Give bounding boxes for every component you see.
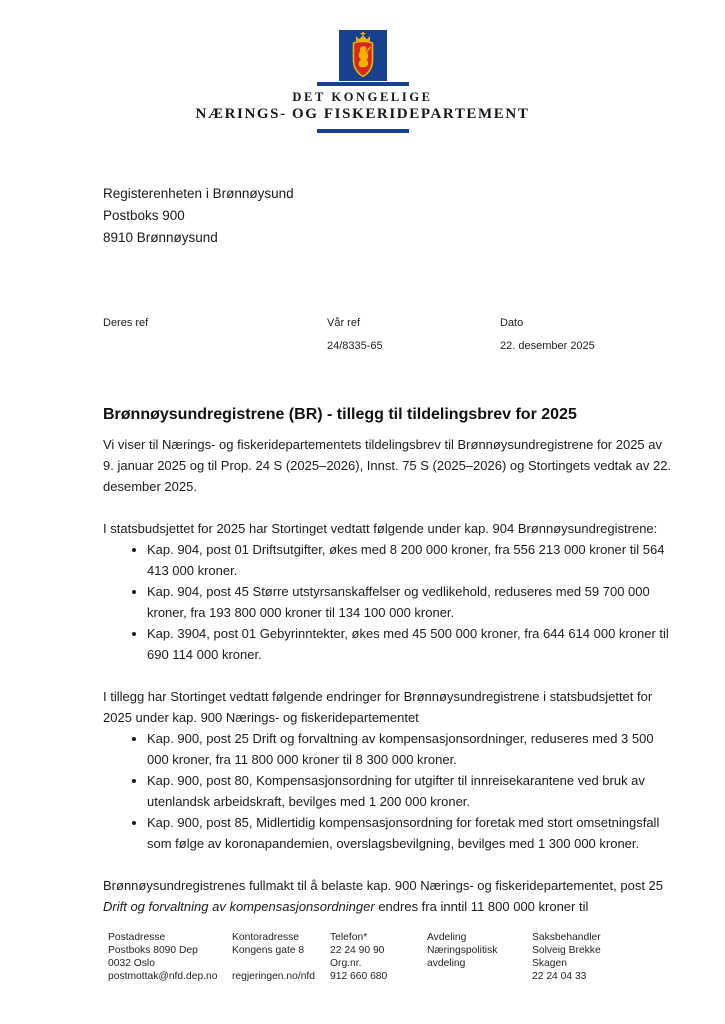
footer-label: Org.nr. bbox=[330, 958, 362, 969]
email-link[interactable]: postmottak@nfd.dep.no bbox=[108, 971, 218, 982]
footer-label: Saksbehandler bbox=[532, 932, 601, 943]
closing-paragraph bbox=[103, 875, 673, 917]
footer-caseworker bbox=[532, 931, 689, 983]
letter-footer bbox=[108, 931, 689, 983]
ministry-name-line1: DET KONGELIGE bbox=[292, 90, 433, 104]
footer-label: Kontoradresse bbox=[232, 932, 299, 943]
footer-department bbox=[427, 931, 532, 983]
letterhead-divider-bottom bbox=[317, 129, 409, 133]
var-ref-label: Vår ref bbox=[327, 317, 361, 329]
var-ref-column bbox=[327, 317, 500, 353]
footer-text: Postboks 8090 Dep bbox=[108, 945, 198, 956]
closing-text-italic: Drift og forvaltning av kompensasjonsordninger bbox=[103, 899, 375, 914]
footer-text: Næringspolitisk bbox=[427, 945, 498, 956]
deres-ref-value bbox=[103, 340, 327, 353]
footer-text: Solveig Brekke bbox=[532, 945, 601, 956]
bullet-item: • Kap. 900, post 25 Drift og forvaltning av kompensasjonsordninger, reduseres med 3 500 000 kroner, fra 11 800 000 kroner til 8 300 000 kroner. bbox=[147, 728, 673, 770]
letter-title: Brønnøysundregistrene (BR) - tillegg til tildelingsbrev for 2025 bbox=[103, 406, 577, 423]
letterhead bbox=[0, 30, 725, 133]
bullet-item: • Kap. 3904, post 01 Gebyrinntekter, økes med 45 500 000 kroner, fra 644 614 000 kroner til 690 114 000 kroner. bbox=[147, 623, 673, 665]
dato-column bbox=[500, 317, 665, 353]
footer-text: Kongens gate 8 bbox=[232, 945, 305, 956]
footer-label: Telefon* bbox=[330, 932, 368, 943]
bullet-item: • Kap. 900, post 85, Midlertidig kompensasjonsordning for foretak med stort omsetningsfall som følge av koronapandemien, overslagsbevilgning, bevilges med 1 300 000 kroner. bbox=[147, 812, 673, 854]
letter-body bbox=[103, 406, 673, 938]
footer-text: 22 24 90 90 bbox=[330, 945, 385, 956]
intro-paragraph: Vi viser til Nærings- og fiskeridepartementets tildelingsbrev til Brønnøysundregistrene for 2025 av 9. januar 2025 og til Prop. 24 S (2025–2026), Innst. 75 S (2025–2026) og Stortingets vedtak av 22. desember 2025. bbox=[103, 437, 672, 494]
footer-text: avdeling bbox=[427, 958, 466, 969]
bullet-item: • Kap. 900, post 80, Kompensasjonsordning for utgifter til innreisekarantene ved bruk av utenlandsk arbeidskraft, bevilges med 1 200 000 kroner. bbox=[147, 770, 673, 812]
footer-label: Avdeling bbox=[427, 932, 467, 943]
footer-text: 22 24 04 33 bbox=[532, 971, 587, 982]
footer-text: 912 660 680 bbox=[330, 971, 388, 982]
coat-of-arms-icon bbox=[339, 30, 387, 81]
reference-block bbox=[103, 317, 665, 353]
recipient-name: Registerenheten i Brønnøysund bbox=[103, 186, 294, 201]
footer-text bbox=[427, 970, 532, 983]
section2-intro: I tillegg har Stortinget vedtatt følgende endringer for Brønnøysundregistrene i statsbudsjettet for 2025 under kap. 900 Nærings- og fiskeridepartementet bbox=[103, 689, 653, 725]
footer-text: 0032 Oslo bbox=[108, 958, 155, 969]
footer-phone-org bbox=[330, 931, 427, 983]
footer-text: Skagen bbox=[532, 958, 567, 969]
dato-label: Dato bbox=[500, 317, 524, 329]
footer-postal-address bbox=[108, 931, 232, 983]
bullet-item: • Kap. 904, post 45 Større utstyrsanskaffelser og vedlikehold, reduseres med 59 700 000 kroner, fra 193 800 000 kroner til 134 100 000 kroner. bbox=[147, 581, 673, 623]
ministry-name-line2: NÆRINGS- OG FISKERIDEPARTEMENT bbox=[195, 106, 530, 122]
recipient-address bbox=[103, 183, 294, 249]
footer-label: Postadresse bbox=[108, 932, 166, 943]
section1-intro: I statsbudsjettet for 2025 har Stortinget vedtatt følgende under kap. 904 Brønnøysundregistrene: bbox=[103, 521, 658, 536]
recipient-city: 8910 Brønnøysund bbox=[103, 230, 218, 245]
var-ref-value: 24/8335-65 bbox=[327, 340, 383, 352]
website-link[interactable]: regjeringen.no/nfd bbox=[232, 971, 316, 982]
closing-text-pre: Brønnøysundregistrenes fullmakt til å belaste kap. 900 Nærings- og fiskeridepartementet, post 25 bbox=[103, 878, 663, 893]
bullet-item: • Kap. 904, post 01 Driftsutgifter, økes med 8 200 000 kroner, fra 556 213 000 kroner til 564 413 000 kroner. bbox=[147, 539, 673, 581]
section1-bullet-list bbox=[103, 539, 673, 665]
section2-bullet-list bbox=[103, 728, 673, 854]
closing-text-post: endres fra inntil 11 800 000 kroner til bbox=[374, 899, 589, 914]
footer-text bbox=[232, 957, 330, 970]
letterhead-divider-top bbox=[317, 82, 409, 86]
footer-office-address bbox=[232, 931, 330, 983]
deres-ref-label: Deres ref bbox=[103, 317, 149, 329]
dato-value: 22. desember 2025 bbox=[500, 340, 595, 352]
recipient-postbox: Postboks 900 bbox=[103, 208, 185, 223]
deres-ref-column bbox=[103, 317, 327, 353]
